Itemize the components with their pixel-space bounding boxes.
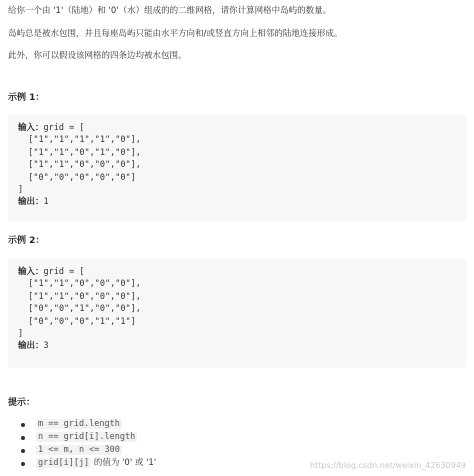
example-1-row: ["1","1","0","0","0"], <box>18 160 141 171</box>
example-1-title: 示例 1： <box>8 93 45 103</box>
example-2-row: ["0","0","1","0","0"], <box>18 304 141 315</box>
bullet-icon <box>21 462 25 466</box>
tip-item <box>8 444 468 457</box>
description-line-2: 岛屿总是被水包围，并且每座岛屿只能由水平方向和/或竖直方向上相邻的陆地连接形成。 <box>8 29 343 39</box>
example-2-row: ["1","1","0","0","0"], <box>18 279 141 290</box>
example-2-input-start: grid = [ <box>43 267 85 277</box>
example-2-row: ["0","0","0","1","1"] <box>18 316 136 327</box>
example-2-input-end: ] <box>18 329 24 340</box>
example-1-input-line <box>18 122 456 134</box>
example-1-code-block <box>8 114 466 222</box>
tip-code: 1 <= m, n <= 300 <box>38 445 120 455</box>
watermark: https://blog.csdn.net/weixin_42630949 <box>309 461 466 470</box>
example-1-output-label: 输出： <box>18 197 44 208</box>
example-1-input-label: 输入： <box>18 123 44 133</box>
tip-item <box>8 418 468 431</box>
example-1-input-start: grid = [ <box>43 123 85 133</box>
description-line-3: 此外，你可以假设该网格的四条边均被水包围。 <box>8 51 187 61</box>
example-2-row: ["1","1","0","0","0"], <box>18 291 141 302</box>
tip-code: m == grid.length <box>38 419 120 429</box>
bullet-icon <box>21 449 25 453</box>
example-1-row: ["0","0","0","0","0"] <box>18 172 136 183</box>
bullet-icon <box>21 436 25 440</box>
tip-item <box>8 431 468 444</box>
description-line-1: 给你一个由 '1'（陆地）和 '0'（水）组成的的二维网格，请你计算网格中岛屿的数量。 <box>8 6 332 16</box>
example-1-row: ["1","1","1","1","0"], <box>18 135 141 146</box>
bullet-icon <box>21 423 25 427</box>
example-2-input-label: 输入： <box>18 267 44 277</box>
example-1-input-end: ] <box>18 185 24 196</box>
example-2-input-line <box>18 266 456 278</box>
example-2-output-value: 3 <box>43 341 49 352</box>
example-2-code-block <box>8 258 466 368</box>
example-1-row: ["1","1","0","1","0"], <box>18 147 141 158</box>
example-2-output-line <box>18 340 456 352</box>
tips-title: 提示： <box>8 398 36 408</box>
tip-text: 的值为 '0' 或 '1' <box>91 458 157 468</box>
example-1-output-line <box>18 196 456 208</box>
tip-code: n == grid[i].length <box>38 432 136 442</box>
tip-code: grid[i][j] <box>38 458 90 468</box>
example-1-output-value: 1 <box>43 197 49 208</box>
example-2-title: 示例 2： <box>8 236 45 246</box>
example-2-output-label: 输出： <box>18 341 44 352</box>
